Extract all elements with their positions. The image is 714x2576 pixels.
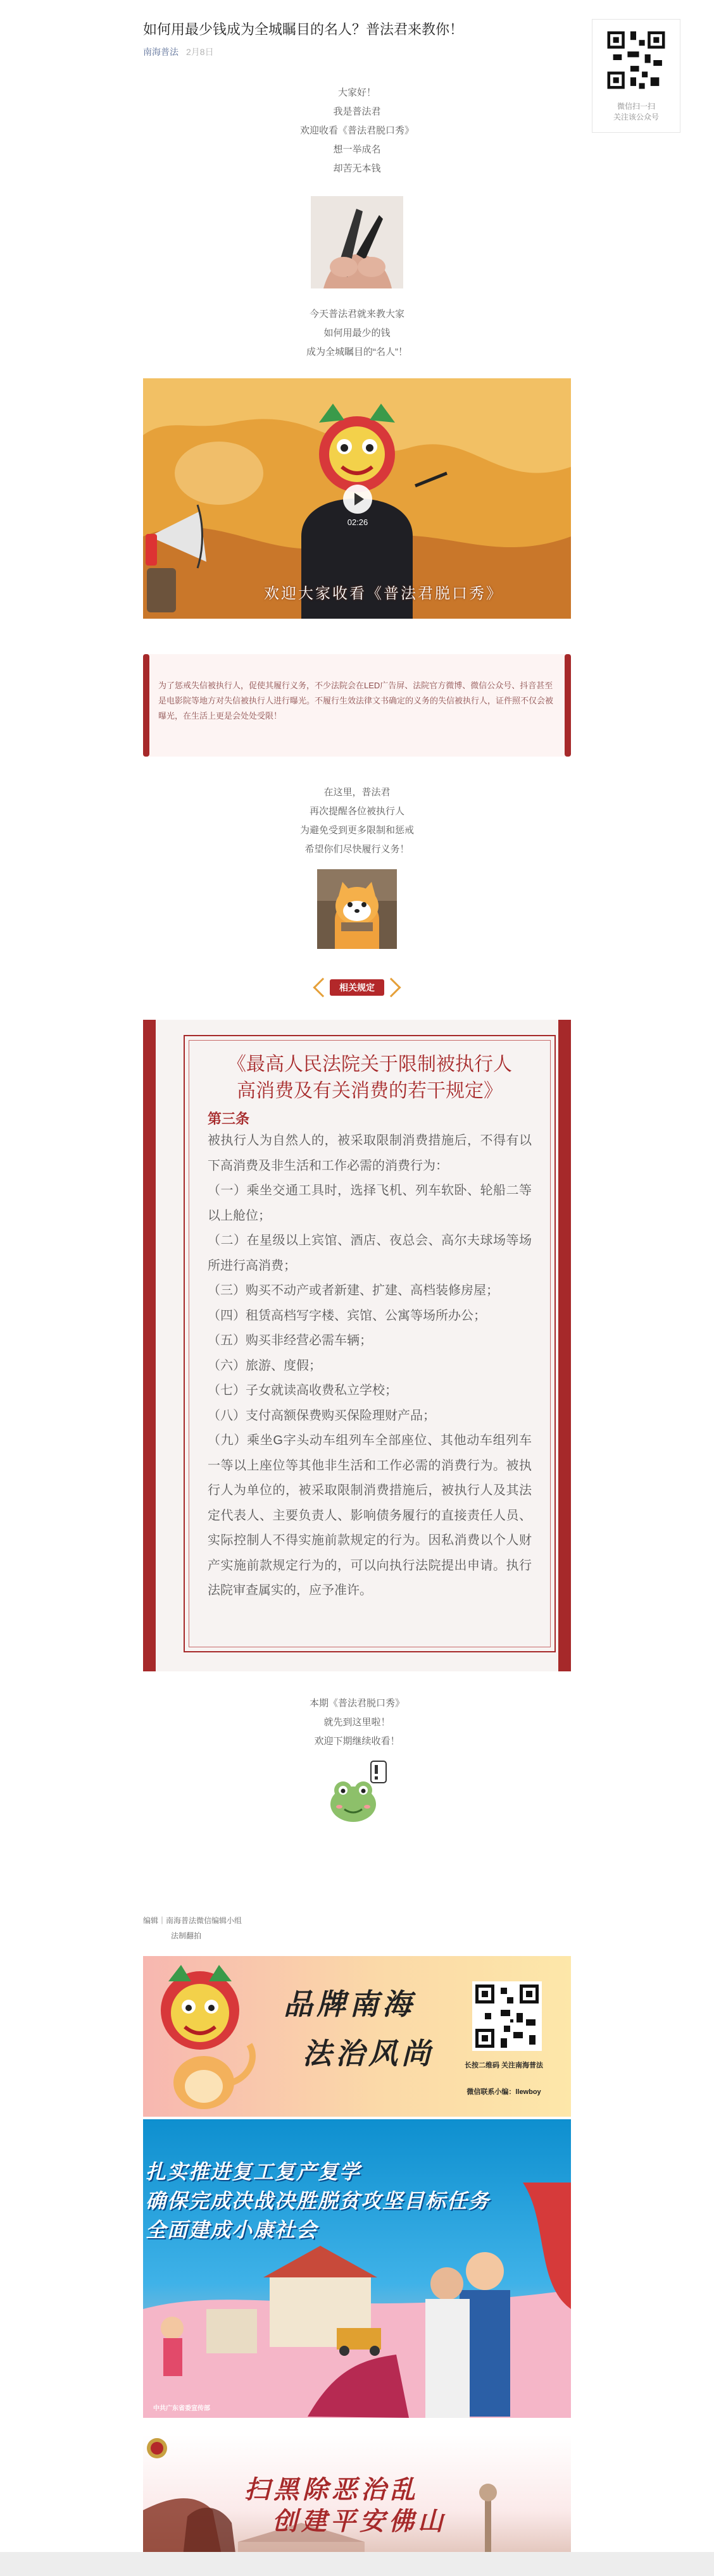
intro-line: 我是普法君 xyxy=(333,106,381,117)
law-section: 第三条 xyxy=(208,1111,250,1127)
folding-paper-image xyxy=(311,196,403,288)
brand-banner xyxy=(143,1956,571,2117)
mascot-image xyxy=(317,869,397,949)
law-item: （五）购买非经营必需车辆； xyxy=(208,1334,372,1347)
publish-date: 2月8日 xyxy=(186,47,214,57)
article-meta xyxy=(143,46,571,58)
notice-left-bar xyxy=(143,654,149,757)
anticrime-line-1: 扫黑除恶治乱 xyxy=(244,2475,419,2505)
law-item: （八）支付高额保费购买保险理财产品； xyxy=(208,1408,435,1423)
propaganda-banner xyxy=(143,2119,571,2418)
tag-label: 相关规定 xyxy=(330,979,384,996)
middle-text xyxy=(143,305,571,362)
reminder-line: 再次提醒各位被执行人 xyxy=(309,806,404,817)
video-caption: 欢迎大家收看《普法君脱口秀》 xyxy=(264,585,503,602)
intro-text xyxy=(143,84,571,178)
middle-line: 成为全城瞩目的“名人”！ xyxy=(306,347,408,357)
reminder-line: 为避免受到更多限制和惩戒 xyxy=(299,825,414,836)
notice-right-bar xyxy=(565,654,571,757)
editor-info xyxy=(143,1913,571,1943)
video-player[interactable] xyxy=(143,378,571,619)
qr-caption-2: 关注该公众号 xyxy=(613,113,659,121)
intro-line: 欢迎收看《普法君脱口秀》 xyxy=(299,125,414,136)
outro-text xyxy=(143,1694,571,1751)
brand-subline-2: 微信联系小编：llewboy xyxy=(467,2088,541,2096)
brand-line-2: 法治风尚 xyxy=(303,2036,434,2071)
law-item: （四）租赁高档写字楼、宾馆、公寓等场所办公； xyxy=(208,1308,486,1323)
tag-ornament-right xyxy=(381,977,401,997)
follow-qr-box xyxy=(592,19,680,133)
reminder-text xyxy=(143,783,571,859)
law-item: （一）乘坐交通工具时，选择飞机、列车软卧、轮船二等以上舱位； xyxy=(208,1184,532,1223)
law-title-line: 高消费及有关消费的若干规定》 xyxy=(237,1081,503,1101)
middle-line: 今天普法君就来教大家 xyxy=(309,309,404,319)
outro-line: 就先到这里啦！ xyxy=(323,1717,391,1728)
editor-line: 编辑｜南海普法微信编辑小组 xyxy=(143,1916,242,1925)
law-title-line: 《最高人民法院关于限制被执行人 xyxy=(227,1054,512,1075)
author-link[interactable]: 南海普法 xyxy=(143,47,178,57)
qr-caption-1: 微信扫一扫 xyxy=(617,102,655,111)
brand-line-1: 品牌南海 xyxy=(284,1987,415,2021)
middle-line: 如何用最少的钱 xyxy=(323,328,391,338)
propaganda-credit: 中共广东省委宣传部 xyxy=(153,2405,210,2412)
law-item: （七）子女就读高收费私立学校； xyxy=(208,1384,398,1397)
notice-text: 为了惩戒失信被执行人，促使其履行义务，不少法院会在LED广告屏、法院官方微博、微信公众号、抖音甚至是电影院等地方对失信被执行人进行曝光。不履行生效法律文书确定的义务的失信被执行人，证件照不仅会被曝光，在生活上更是会处处受限！ xyxy=(158,681,554,721)
lion-mascot-illustration xyxy=(143,1956,270,2117)
play-button[interactable] xyxy=(343,485,372,514)
law-title xyxy=(196,1051,543,1105)
article xyxy=(143,0,571,2573)
reminder-line: 希望你们尽快履行义务！ xyxy=(304,844,410,855)
law-item: （六）旅游、度假； xyxy=(208,1358,322,1373)
follow-qr-code xyxy=(604,28,668,92)
intro-line: 想一举成名 xyxy=(333,144,381,155)
law-lead: 被执行人为自然人的，被采取限制消费措施后，不得有以下高消费及非生活和工作必需的消费行为： xyxy=(208,1134,532,1173)
propaganda-line-1: 扎实推进复工复产复学 xyxy=(146,2160,361,2183)
notice-box xyxy=(143,654,571,757)
source-line: 法制翻拍 xyxy=(171,1931,202,1940)
law-item: （二）在星级以上宾馆、酒店、夜总会、高尔夫球场等场所进行高消费； xyxy=(208,1234,532,1273)
law-card xyxy=(143,1020,571,1671)
propaganda-line-3: 全面建成小康社会 xyxy=(146,2219,318,2241)
article-title: 如何用最少钱成为全城瞩目的名人？普法君来教你！ xyxy=(143,22,464,37)
law-card-inner xyxy=(156,1020,558,1671)
video-duration: 02:26 xyxy=(347,517,368,527)
law-body xyxy=(208,1129,532,1604)
intro-line: 却苦无本钱 xyxy=(333,163,381,174)
law-item: （九）乘坐G字头动车组列车全部座位、其他动车组列车一等以上座位等其他非生活和工作必需的消费行为。被执行人为单位的，被采取限制消费措施后，被执行人及其法定代表人、主要负责人、影响债务履行的直接责任人员、实际控制人不得实施前款规定的行为。因私消费以个人财产实施前款规定行为的，可以向执行法院提出申请。执行法院审查属实的，应予准许。 xyxy=(208,1434,532,1597)
frog-sticker-image xyxy=(325,1757,389,1824)
brand-qr-code xyxy=(472,1981,542,2051)
anticrime-line-2: 创建平安佛山 xyxy=(272,2506,447,2536)
section-tag xyxy=(310,977,404,998)
outro-line: 本期《普法君脱口秀》 xyxy=(309,1698,404,1709)
law-item: （三）购买不动产或者新建、扩建、高档装修房屋； xyxy=(208,1284,499,1297)
propaganda-line-2: 确保完成决战决胜脱贫攻坚目标任务 xyxy=(146,2189,491,2212)
reminder-line: 在这里，普法君 xyxy=(323,787,391,798)
brand-subline-1: 长按二维码 关注南海普法 xyxy=(464,2062,544,2069)
bottom-toolbar xyxy=(0,2552,714,2576)
outro-line: 欢迎下期继续收看！ xyxy=(314,1736,400,1747)
intro-line: 大家好！ xyxy=(337,87,376,98)
